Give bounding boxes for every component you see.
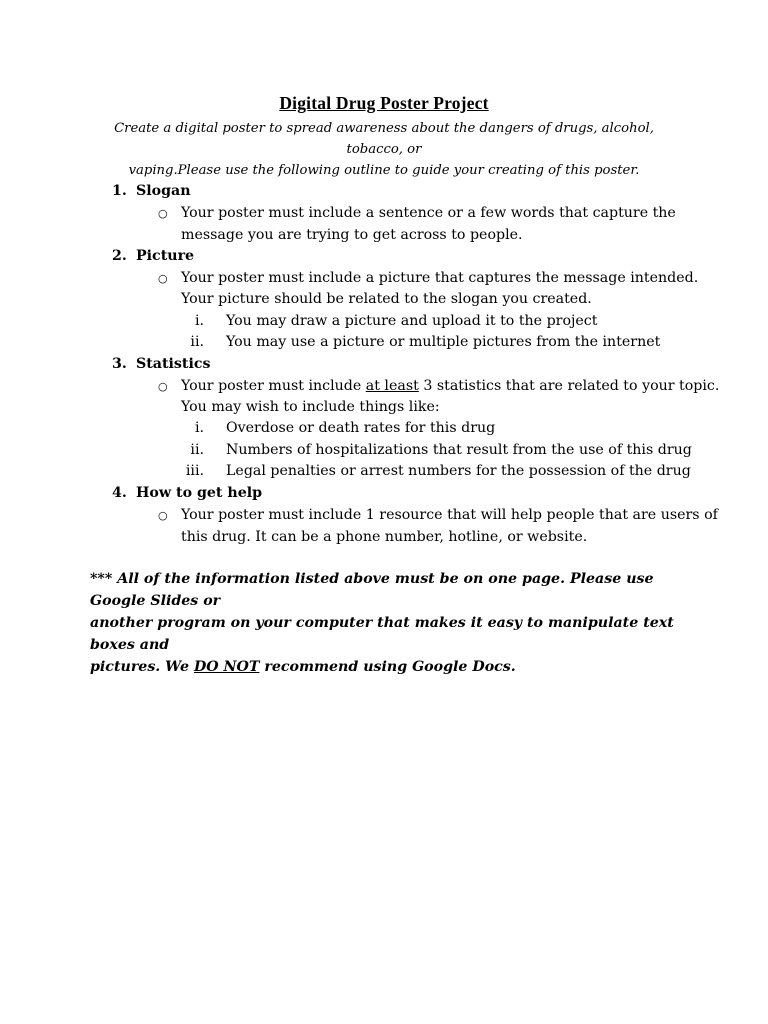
section-heading-help: How to get help xyxy=(136,485,263,501)
roman-numeral: i. xyxy=(194,313,204,329)
section-heading-slogan: Slogan xyxy=(136,183,191,199)
sub-item-text: Numbers of hospitalizations that result from the use of this drug xyxy=(226,442,692,458)
page-title: Digital Drug Poster Project xyxy=(279,93,489,113)
footer-line xyxy=(90,656,690,678)
section-heading-statistics: Statistics xyxy=(136,356,211,372)
footer-line: *** All of the information listed above must be on one page. Please use Google Slides or xyxy=(90,571,654,609)
bullet-text-part: Your poster must include xyxy=(181,378,366,394)
roman-numeral: i. xyxy=(194,420,204,436)
roman-numeral: ii. xyxy=(190,442,204,458)
bullet-icon: ○ xyxy=(158,207,168,220)
bullet-text: Your poster must include a picture that captures the message intended. xyxy=(181,270,699,286)
footer-note xyxy=(90,568,690,678)
roman-numeral: iii. xyxy=(185,463,204,479)
bullet-text-part: 3 statistics that are related to your topic. xyxy=(418,378,720,394)
section-number: 2. xyxy=(112,248,127,264)
subtitle-line: Create a digital poster to spread awareness about the dangers of drugs, alcohol, tobacco, or xyxy=(114,121,654,157)
footer-line: another program on your computer that makes it easy to manipulate text boxes and xyxy=(90,615,674,653)
sub-item-text: Legal penalties or arrest numbers for the possession of the drug xyxy=(226,463,691,479)
bullet-text: message you are trying to get across to people. xyxy=(181,227,523,243)
emphasis-do-not: DO NOT xyxy=(193,659,260,675)
bullet-text: this drug. It can be a phone number, hotline, or website. xyxy=(181,529,588,545)
emphasis-at-least: at least xyxy=(365,378,419,394)
section-heading-picture: Picture xyxy=(136,248,195,264)
instructions-subtitle xyxy=(100,118,668,181)
bullet-text: Your poster must include 1 resource that will help people that are users of xyxy=(181,507,718,523)
section-number: 3. xyxy=(112,356,127,372)
bullet-text xyxy=(181,376,719,397)
bullet-text: You may wish to include things like: xyxy=(181,399,440,415)
bullet-text: Your poster must include a sentence or a few words that capture the xyxy=(181,205,676,221)
bullet-icon: ○ xyxy=(158,272,168,285)
subtitle-line: vaping.Please use the following outline to guide your creating of this poster. xyxy=(128,163,640,178)
section-number: 1. xyxy=(112,183,127,199)
bullet-text: Your picture should be related to the slogan you created. xyxy=(181,291,592,307)
sub-item-text: You may use a picture or multiple pictures from the internet xyxy=(226,334,661,350)
roman-numeral: ii. xyxy=(190,334,204,350)
bullet-icon: ○ xyxy=(158,380,168,393)
footer-text-part: recommend using Google Docs. xyxy=(259,659,516,675)
footer-text-part: pictures. We xyxy=(90,659,194,675)
bullet-icon: ○ xyxy=(158,509,168,522)
sub-item-text: You may draw a picture and upload it to the project xyxy=(226,313,598,329)
section-number: 4. xyxy=(112,485,127,501)
sub-item-text: Overdose or death rates for this drug xyxy=(226,420,496,436)
